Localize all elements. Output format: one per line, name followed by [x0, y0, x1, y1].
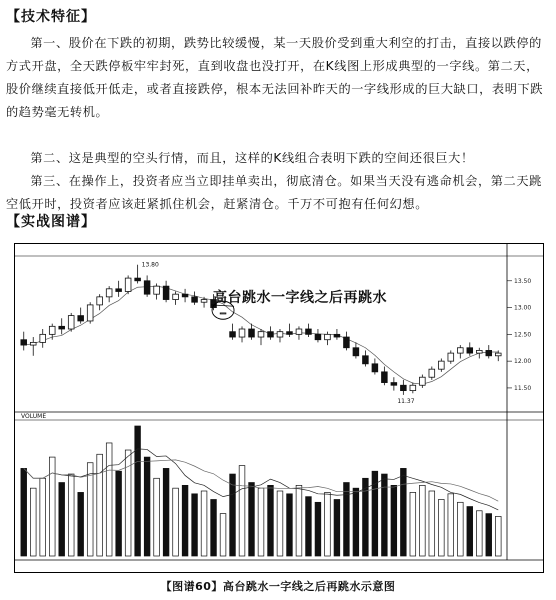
candle-body: [192, 297, 198, 302]
volume-bar: [116, 471, 122, 556]
candle-body: [106, 289, 112, 297]
candle-body: [438, 361, 444, 369]
volume-bar: [419, 485, 425, 556]
volume-bar: [382, 474, 388, 556]
volume-bar: [268, 485, 274, 556]
volume-header-label: VOLUME: [21, 413, 47, 420]
section-title-technical-features: 【技术特征】: [6, 9, 96, 25]
volume-bar: [211, 499, 217, 556]
volume-bar: [220, 514, 226, 556]
candle-body: [353, 348, 359, 356]
candle-body: [277, 332, 283, 337]
candle-body: [344, 337, 350, 348]
candle-body: [363, 356, 369, 364]
volume-bar: [49, 457, 55, 556]
volume-bar: [106, 443, 112, 556]
volume-bar: [277, 491, 283, 556]
candle-body: [306, 329, 312, 334]
volume-bar: [287, 494, 293, 556]
volume-bar: [353, 488, 359, 556]
volume-bar: [21, 468, 27, 556]
volume-bar: [296, 485, 302, 556]
candle-body: [239, 329, 245, 337]
volume-bar: [192, 494, 198, 556]
volume-bar: [239, 466, 245, 556]
candle-body: [467, 348, 473, 353]
volume-bar: [467, 507, 473, 556]
candle-body: [495, 353, 501, 356]
candle-body: [40, 334, 46, 342]
candle-body: [448, 353, 454, 361]
volume-bar: [144, 457, 150, 556]
candle-body: [49, 326, 55, 334]
volume-bar: [486, 514, 492, 556]
candle-body: [59, 326, 65, 329]
candle-body: [97, 297, 103, 305]
candle-body: [135, 278, 141, 281]
candle-body: [268, 332, 274, 337]
volume-bar: [457, 502, 463, 556]
candle-body: [201, 300, 207, 303]
candle-body: [401, 385, 407, 390]
volume-bar: [391, 485, 397, 556]
price-tick-label: 12.50: [514, 331, 532, 339]
paragraph-1: 第一、股价在下跌的初期，跌势比较缓慢，某一天股价受到重大利空的打击，直接以跌停的方式开盘，全天跌停板牢牢封死，直到收盘也没打开，在K线图上形成典型的一字线。第二天，股价继续直接低开低走，或者直接跌停，根本无法回补昨天的一字线形成的巨大缺口，表明下跌的趋势毫无转机。: [6, 36, 544, 119]
candle-body: [116, 289, 122, 292]
high-price-label: 13.80: [141, 261, 159, 269]
candle-body: [30, 342, 36, 345]
figure-caption: 【图谱60】高台跳水一字线之后再跳水示意图: [160, 580, 396, 593]
candle-body: [182, 294, 188, 297]
price-tick-label: 13.50: [514, 277, 532, 285]
candle-body: [391, 383, 397, 386]
volume-bar: [78, 492, 84, 556]
candle-body: [410, 385, 416, 390]
volume-bar: [135, 426, 141, 556]
candle-body: [258, 332, 264, 337]
volume-bar: [363, 478, 369, 556]
volume-bar: [125, 450, 131, 556]
volume-bar: [410, 492, 416, 556]
volume-bar: [448, 494, 454, 556]
volume-bar: [230, 474, 236, 556]
volume-bar: [173, 488, 179, 556]
volume-bar: [154, 478, 160, 556]
candle-body: [78, 316, 84, 321]
candle-body: [476, 350, 482, 353]
candle-body: [419, 377, 425, 385]
volume-bar: [401, 468, 407, 556]
volume-bar: [344, 483, 350, 556]
volume-bar: [30, 488, 36, 556]
volume-bar: [334, 499, 340, 556]
one-word-line-candle: [220, 313, 226, 314]
volume-bar: [201, 491, 207, 556]
low-price-label: 11.37: [397, 397, 415, 405]
candle-body: [315, 334, 321, 339]
candle-body: [87, 305, 93, 321]
candle-body: [125, 278, 131, 291]
candle-body: [457, 348, 463, 353]
price-tick-label: 11.50: [514, 384, 532, 392]
paragraph-3: 第三、在操作上，投资者应当立即挂单卖出，彻底清仓。如果当天没有逃命机会，第二天跳空低开时，投资者应该赶紧抓住机会，赶紧清仓。千万不可抱有任何幻想。: [6, 174, 542, 211]
candle-body: [287, 332, 293, 335]
candle-body: [249, 329, 255, 337]
volume-bar: [495, 516, 501, 556]
candle-body: [382, 372, 388, 383]
candle-body: [325, 334, 331, 339]
volume-bar: [97, 454, 103, 556]
candle-body: [144, 281, 150, 294]
candle-body: [173, 294, 179, 299]
candle-body: [230, 332, 236, 337]
candle-body: [68, 316, 74, 329]
volume-bar: [258, 488, 264, 556]
candle-body: [154, 286, 160, 294]
candle-body: [372, 364, 378, 372]
volume-bar: [68, 474, 74, 556]
chart-callout-label: 高台跳水一字线之后再跳水: [213, 290, 387, 306]
price-tick-label: 12.00: [514, 358, 532, 366]
volume-bar: [429, 491, 435, 556]
volume-bar: [315, 502, 321, 556]
volume-bar: [40, 478, 46, 556]
volume-bar: [438, 499, 444, 556]
candle-body: [163, 286, 169, 299]
volume-bar: [476, 511, 482, 556]
price-tick-label: 13.00: [514, 304, 532, 312]
volume-bar: [182, 485, 188, 556]
paragraph-2: 第二、这是典型的空头行情，而且，这样的K线组合表明下跌的空间还很巨大！: [30, 151, 474, 165]
candle-body: [486, 350, 492, 355]
volume-bar: [87, 463, 93, 556]
volume-bar: [163, 468, 169, 556]
candle-body: [334, 334, 340, 337]
candle-body: [296, 329, 302, 334]
candle-body: [429, 369, 435, 377]
volume-bar: [59, 483, 65, 556]
section-title-chart: 【实战图谱】: [6, 214, 96, 230]
volume-bar: [325, 492, 331, 556]
volume-bar: [306, 497, 312, 556]
volume-bar: [249, 483, 255, 556]
candle-body: [21, 340, 27, 345]
